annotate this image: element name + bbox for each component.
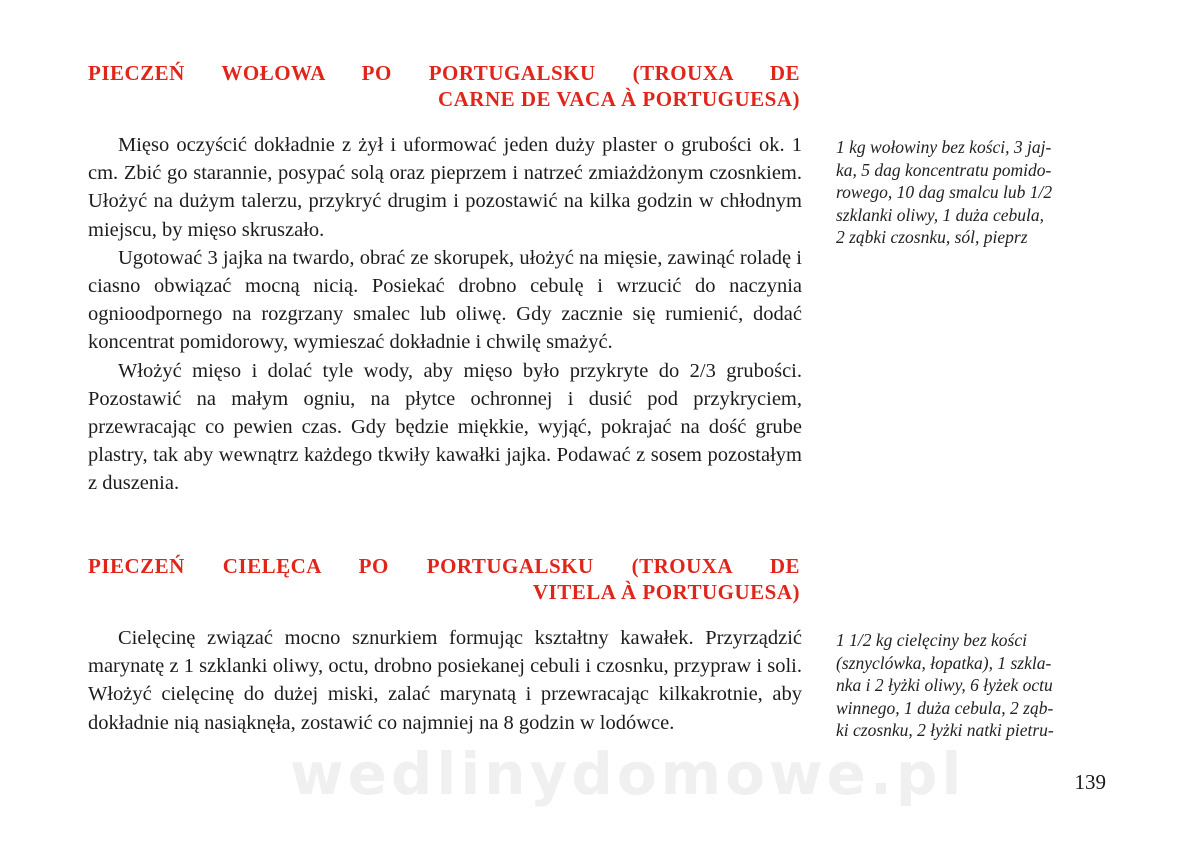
recipe-title-line: VITELA À PORTUGUESA) xyxy=(532,580,800,604)
ingredient-line: ki czosnku, 2 łyżki natki pietru- xyxy=(836,720,1054,741)
recipe-paragraph: Włożyć mięso i dolać tyle wody, aby mięso było przykryte do 2/3 grubości. Pozostawić na małym ogniu, na płytce ochronnej i dusić pod przykryciem, przewracając co pewien czas. Gdy będzie miękkie, wyjąć, pokrajać na dość grube plastry, tak aby wewnątrz każdego tkwiły kawałki jajka. Podawać z sosem pozostałym z duszenia. xyxy=(88,359,802,495)
watermark: wedlinydomowe.pl xyxy=(290,740,966,808)
ingredient-line: 1 kg wołowiny bez kości, 3 jaj- xyxy=(836,137,1052,157)
ingredient-line: 1 1/2 kg cielęciny bez kości xyxy=(836,630,1027,650)
ingredient-line: winnego, 1 duża cebula, 2 ząb- xyxy=(836,697,1054,718)
page-number: 139 xyxy=(1074,770,1106,794)
recipe-title-veal xyxy=(88,553,800,605)
recipe-paragraph: Ugotować 3 jajka na twardo, obrać ze skorupek, ułożyć na mięsie, zawinąć roladę i ciasno obwiązać mocną nicią. Posiekać drobno cebulę i wrzucić do naczynia ognioodpornego na rozgrzany smalec lub oliwę. Gdy zacznie się rumienić, dodać koncentrat pomidorowy, wymieszać dokładnie i chwilę smażyć. xyxy=(88,246,802,354)
recipe-body-veal xyxy=(88,624,802,737)
ingredient-line: 2 ząbki czosnku, sól, pieprz xyxy=(836,227,1028,248)
ingredient-line: nka i 2 łyżki oliwy, 6 łyżek octu xyxy=(836,675,1053,696)
recipe-title-line: CARNE DE VACA À PORTUGUESA) xyxy=(437,87,800,111)
ingredient-line: szklanki oliwy, 1 duża cebula, xyxy=(836,204,1045,225)
ingredient-line: rowego, 10 dag smalcu lub 1/2 xyxy=(836,182,1053,203)
recipe-body-beef xyxy=(88,131,802,498)
recipe-paragraph: Cielęcinę związać mocno sznurkiem formując kształtny kawałek. Przyrządzić marynatę z 1 szklanki oliwy, octu, drobno posiekanej cebuli i czosnku, przypraw i soli. Włożyć cielęcinę do dużej miski, zalać marynatą i przewracając kilkakrotnie, aby dokładnie nią nasiąknęła, zostawić co najmniej na 8 godzin w lodówce. xyxy=(88,627,802,734)
ingredient-line: (sznyclówka, łopatka), 1 szkla- xyxy=(836,652,1052,673)
ingredients-beef xyxy=(836,136,1108,249)
recipe-paragraph: Mięso oczyścić dokładnie z żył i uformować jeden duży plaster o grubości ok. 1 cm. Zbić go starannie, posypać solą oraz pieprzem i natrzeć zmiażdżonym czosnkiem. Ułożyć na dużym talerzu, przykryć drugim i pozostawić na kilka godzin w chłodnym miejscu, by mięso skruszało. xyxy=(88,134,802,241)
ingredients-veal xyxy=(836,629,1108,742)
recipe-title-line: PIECZEŃ CIELĘCA PO PORTUGALSKU (TROUXA DE xyxy=(88,554,800,578)
ingredient-line: ka, 5 dag koncentratu pomido- xyxy=(836,159,1052,180)
recipe-title-beef xyxy=(88,60,800,112)
recipe-title-line: PIECZEŃ WOŁOWA PO PORTUGALSKU (TROUXA DE xyxy=(88,61,800,85)
